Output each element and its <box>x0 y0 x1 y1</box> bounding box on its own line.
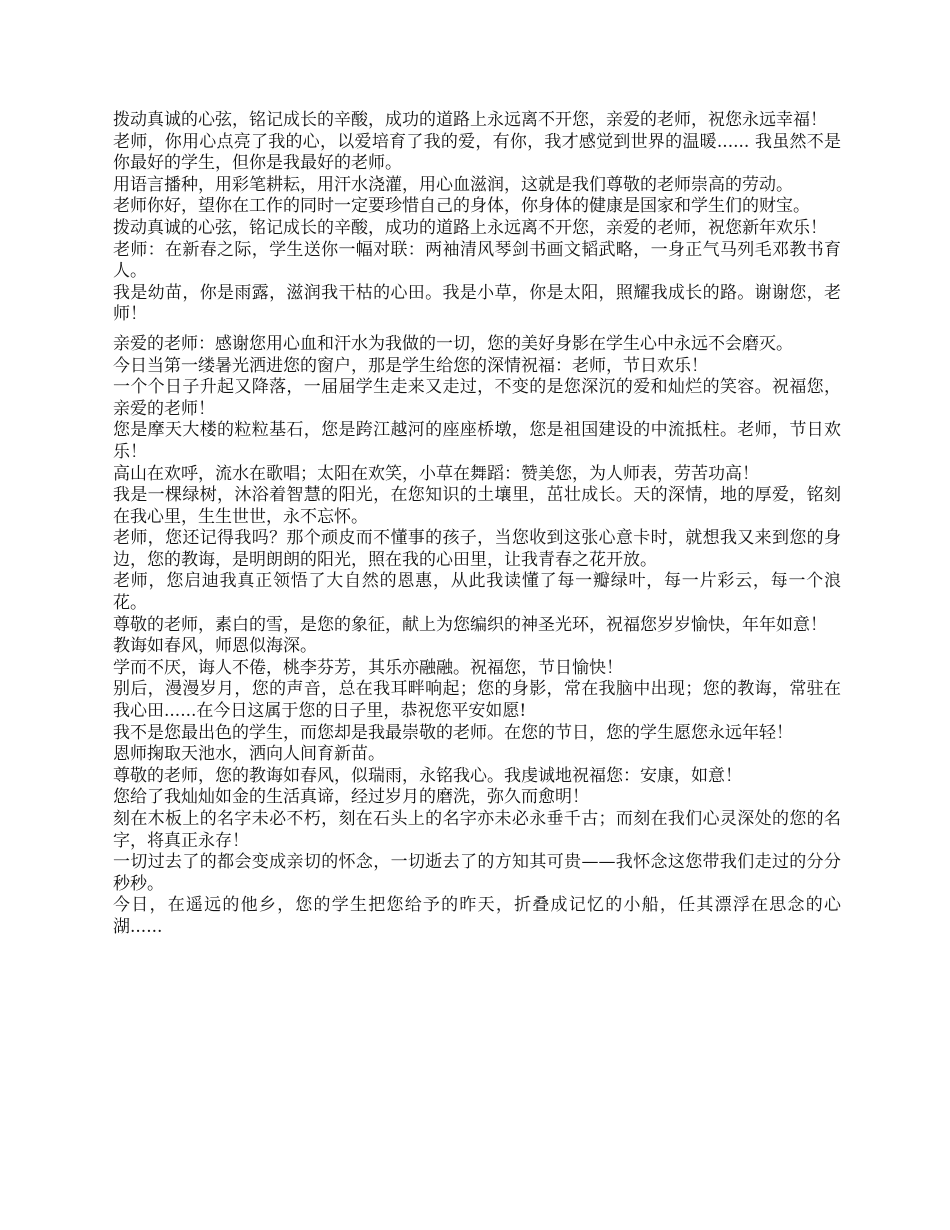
paragraph-8: 亲爱的老师：感谢您用心血和汗水为我做的一切，您的美好身影在学生心中永远不会磨灭。 <box>113 333 793 354</box>
paragraph-7: 我是幼苗，你是雨露，滋润我干枯的心田。我是小草，你是太阳，照耀我成长的路。谢谢您，老师！ <box>113 282 841 325</box>
paragraph-24: 刻在木板上的名字未必不朽，刻在石头上的名字亦未必永垂千古；而刻在我们心灵深处的您的名字，将真正永存！ <box>113 809 841 851</box>
paragraph-12: 高山在欢呼，流水在歌唱；太阳在欢笑，小草在舞蹈：赞美您，为人师表，劳苦功高！ <box>113 463 759 484</box>
paragraph-10: 一个个日子升起又降落，一届届学生走来又走过，不变的是您深沉的爱和灿烂的笑容。祝福您，亲爱的老师！ <box>113 377 841 419</box>
paragraph-23: 您给了我灿灿如金的生活真谛，经过岁月的磨洗，弥久而愈明！ <box>113 787 589 808</box>
document-body <box>113 110 841 939</box>
paragraph-15: 老师，您启迪我真正领悟了大自然的恩惠，从此我读懂了每一瓣绿叶，每一片彩云，每一个浪花。 <box>113 571 841 614</box>
paragraph-14: 老师，您还记得我吗？那个顽皮而不懂事的孩子，当您收到这张心意卡时，就想我又来到您的身边，您的教诲，是明朗朗的阳光，照在我的心田里，让我青春之花开放。 <box>113 528 841 570</box>
paragraph-9: 今日当第一缕暑光洒进您的窗户，那是学生给您的深情祝福：老师，节日欢乐！ <box>113 355 708 376</box>
paragraph-22: 尊敬的老师，您的教诲如春风，似瑞雨，永铭我心。我虔诚地祝福您：安康，如意！ <box>113 765 742 786</box>
paragraph-1: 拨动真诚的心弦，铭记成长的辛酸，成功的道路上永远离不开您，亲爱的老师，祝您永远幸福！ <box>113 110 827 130</box>
paragraph-5: 拨动真诚的心弦，铭记成长的辛酸，成功的道路上永远离不开您，亲爱的老师，祝您新年欢乐！ <box>113 217 827 238</box>
paragraph-26: 今日，在遥远的他乡，您的学生把您给予的昨天，折叠成记忆的小船，任其漂浮在思念的心湖...... <box>113 895 841 937</box>
paragraph-18: 学而不厌，诲人不倦，桃李芬芳，其乐亦融融。祝福您，节日愉快！ <box>113 657 623 678</box>
paragraph-19: 别后，漫漫岁月，您的声音，总在我耳畔响起；您的身影，常在我脑中出现；您的教诲，常驻在我心田......在今日这属于您的日子里，恭祝您平安如愿! <box>113 679 841 722</box>
paragraph-16: 尊敬的老师，素白的雪，是您的象征，献上为您编织的神圣光环，祝福您岁岁愉快，年年如意！ <box>113 614 827 635</box>
paragraph-2: 老师，你用心点亮了我的心，以爱培育了我的爱，有你，我才感觉到世界的温暖...... 我虽然不是你最好的学生，但你是我最好的老师。 <box>113 131 841 174</box>
paragraph-25: 一切过去了的都会变成亲切的怀念，一切逝去了的方知其可贵——我怀念这您带我们走过的分分秒秒。 <box>113 852 841 894</box>
paragraph-3: 用语言播种，用彩笔耕耘，用汗水浇灌，用心血滋润，这就是我们尊敬的老师崇高的劳动。 <box>113 174 793 195</box>
paragraph-17: 教诲如春风，师恩似海深。 <box>113 636 317 657</box>
paragraph-4: 老师你好，望你在工作的同时一定要珍惜自己的身体，你身体的健康是国家和学生们的财宝。 <box>113 196 810 217</box>
paragraph-6: 老师：在新春之际，学生送你一幅对联：两袖清风琴剑书画文韬武略，一身正气马列毛邓教书育人。 <box>113 239 841 282</box>
paragraph-20: 我不是您最出色的学生，而您却是我最崇敬的老师。在您的节日，您的学生愿您永远年轻！ <box>113 722 793 743</box>
paragraph-21: 恩师掬取天池水，洒向人间育新苗。 <box>113 744 385 765</box>
paragraph-11: 您是摩天大楼的粒粒基石，您是跨江越河的座座桥墩，您是祖国建设的中流抵柱。老师，节日欢乐！ <box>113 420 841 462</box>
paragraph-13: 我是一棵绿树，沐浴着智慧的阳光，在您知识的土壤里，茁壮成长。天的深情，地的厚爱，铭刻在我心里，生生世世，永不忘怀。 <box>113 485 841 527</box>
